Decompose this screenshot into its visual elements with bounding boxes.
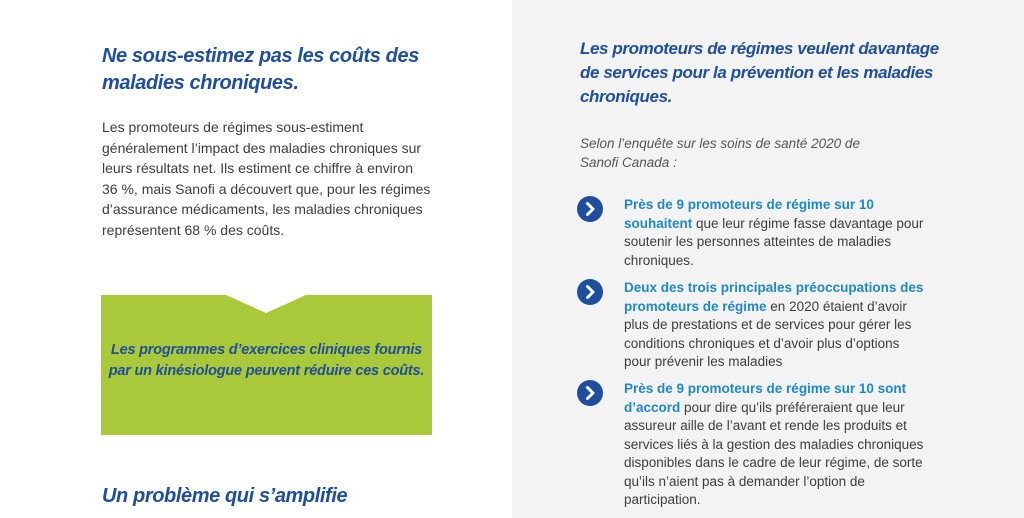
list-item-body: pour dire qu’ils préféreraient que leur assureur aille de l’avant et rende les produits et services liés à la gestion des maladies chroniques disponibles dans le cadre de leur régime, de sorte qu’ils n’aient pas à demander l’option de participation. bbox=[624, 399, 924, 507]
list-item-highlight: Deux des trois principales préoccupations des promoteurs de régime bbox=[624, 280, 924, 314]
chevron-right-icon bbox=[577, 196, 603, 222]
section-body: Les promoteurs de régimes sous-estiment généralement l’impact des maladies chroniques sur leurs résultats net. Ils estiment ce chiffre à environ 36 %, mais Sanofi a découvert que, pour les régimes d’assurance médicaments, les maladies chroniques représentent 68 % des coûts. bbox=[102, 119, 431, 238]
list-item-body: que leur régime fasse davantage pour soutenir les personnes atteintes de maladies chroniques. bbox=[624, 215, 924, 268]
list-item-text bbox=[624, 279, 924, 372]
section-title: Ne sous-estimez pas les coûts des maladies chroniques. bbox=[102, 45, 419, 94]
chevron-right-icon bbox=[577, 380, 603, 406]
list-item-text bbox=[624, 380, 924, 510]
list-item-highlight: Près de 9 promoteurs de régime sur 10 souhaitent bbox=[624, 197, 874, 231]
chevron-right-icon bbox=[577, 279, 603, 305]
list-item-highlight: Près de 9 promoteurs de régime sur 10 sont d’accord bbox=[624, 381, 907, 415]
callout-text: Les programmes d’exercices cliniques fournis par un kinésiologue peuvent réduire ces coûts. bbox=[108, 342, 425, 379]
survey-intro: Selon l’enquête sur les soins de santé 2020 de Sanofi Canada : bbox=[580, 136, 860, 170]
list-item-text bbox=[624, 196, 924, 270]
list-item-body: en 2020 étaient d’avoir plus de prestations et de services pour gérer les conditions chroniques et d’avoir plus d’options pour prévenir les maladies bbox=[624, 298, 912, 369]
panel-title: Les promoteurs de régimes veulent davantage de services pour la prévention et les maladies chroniques. bbox=[580, 39, 939, 106]
section-title-2: Un problème qui s’amplifie bbox=[102, 485, 348, 507]
callout-notch bbox=[226, 295, 306, 313]
